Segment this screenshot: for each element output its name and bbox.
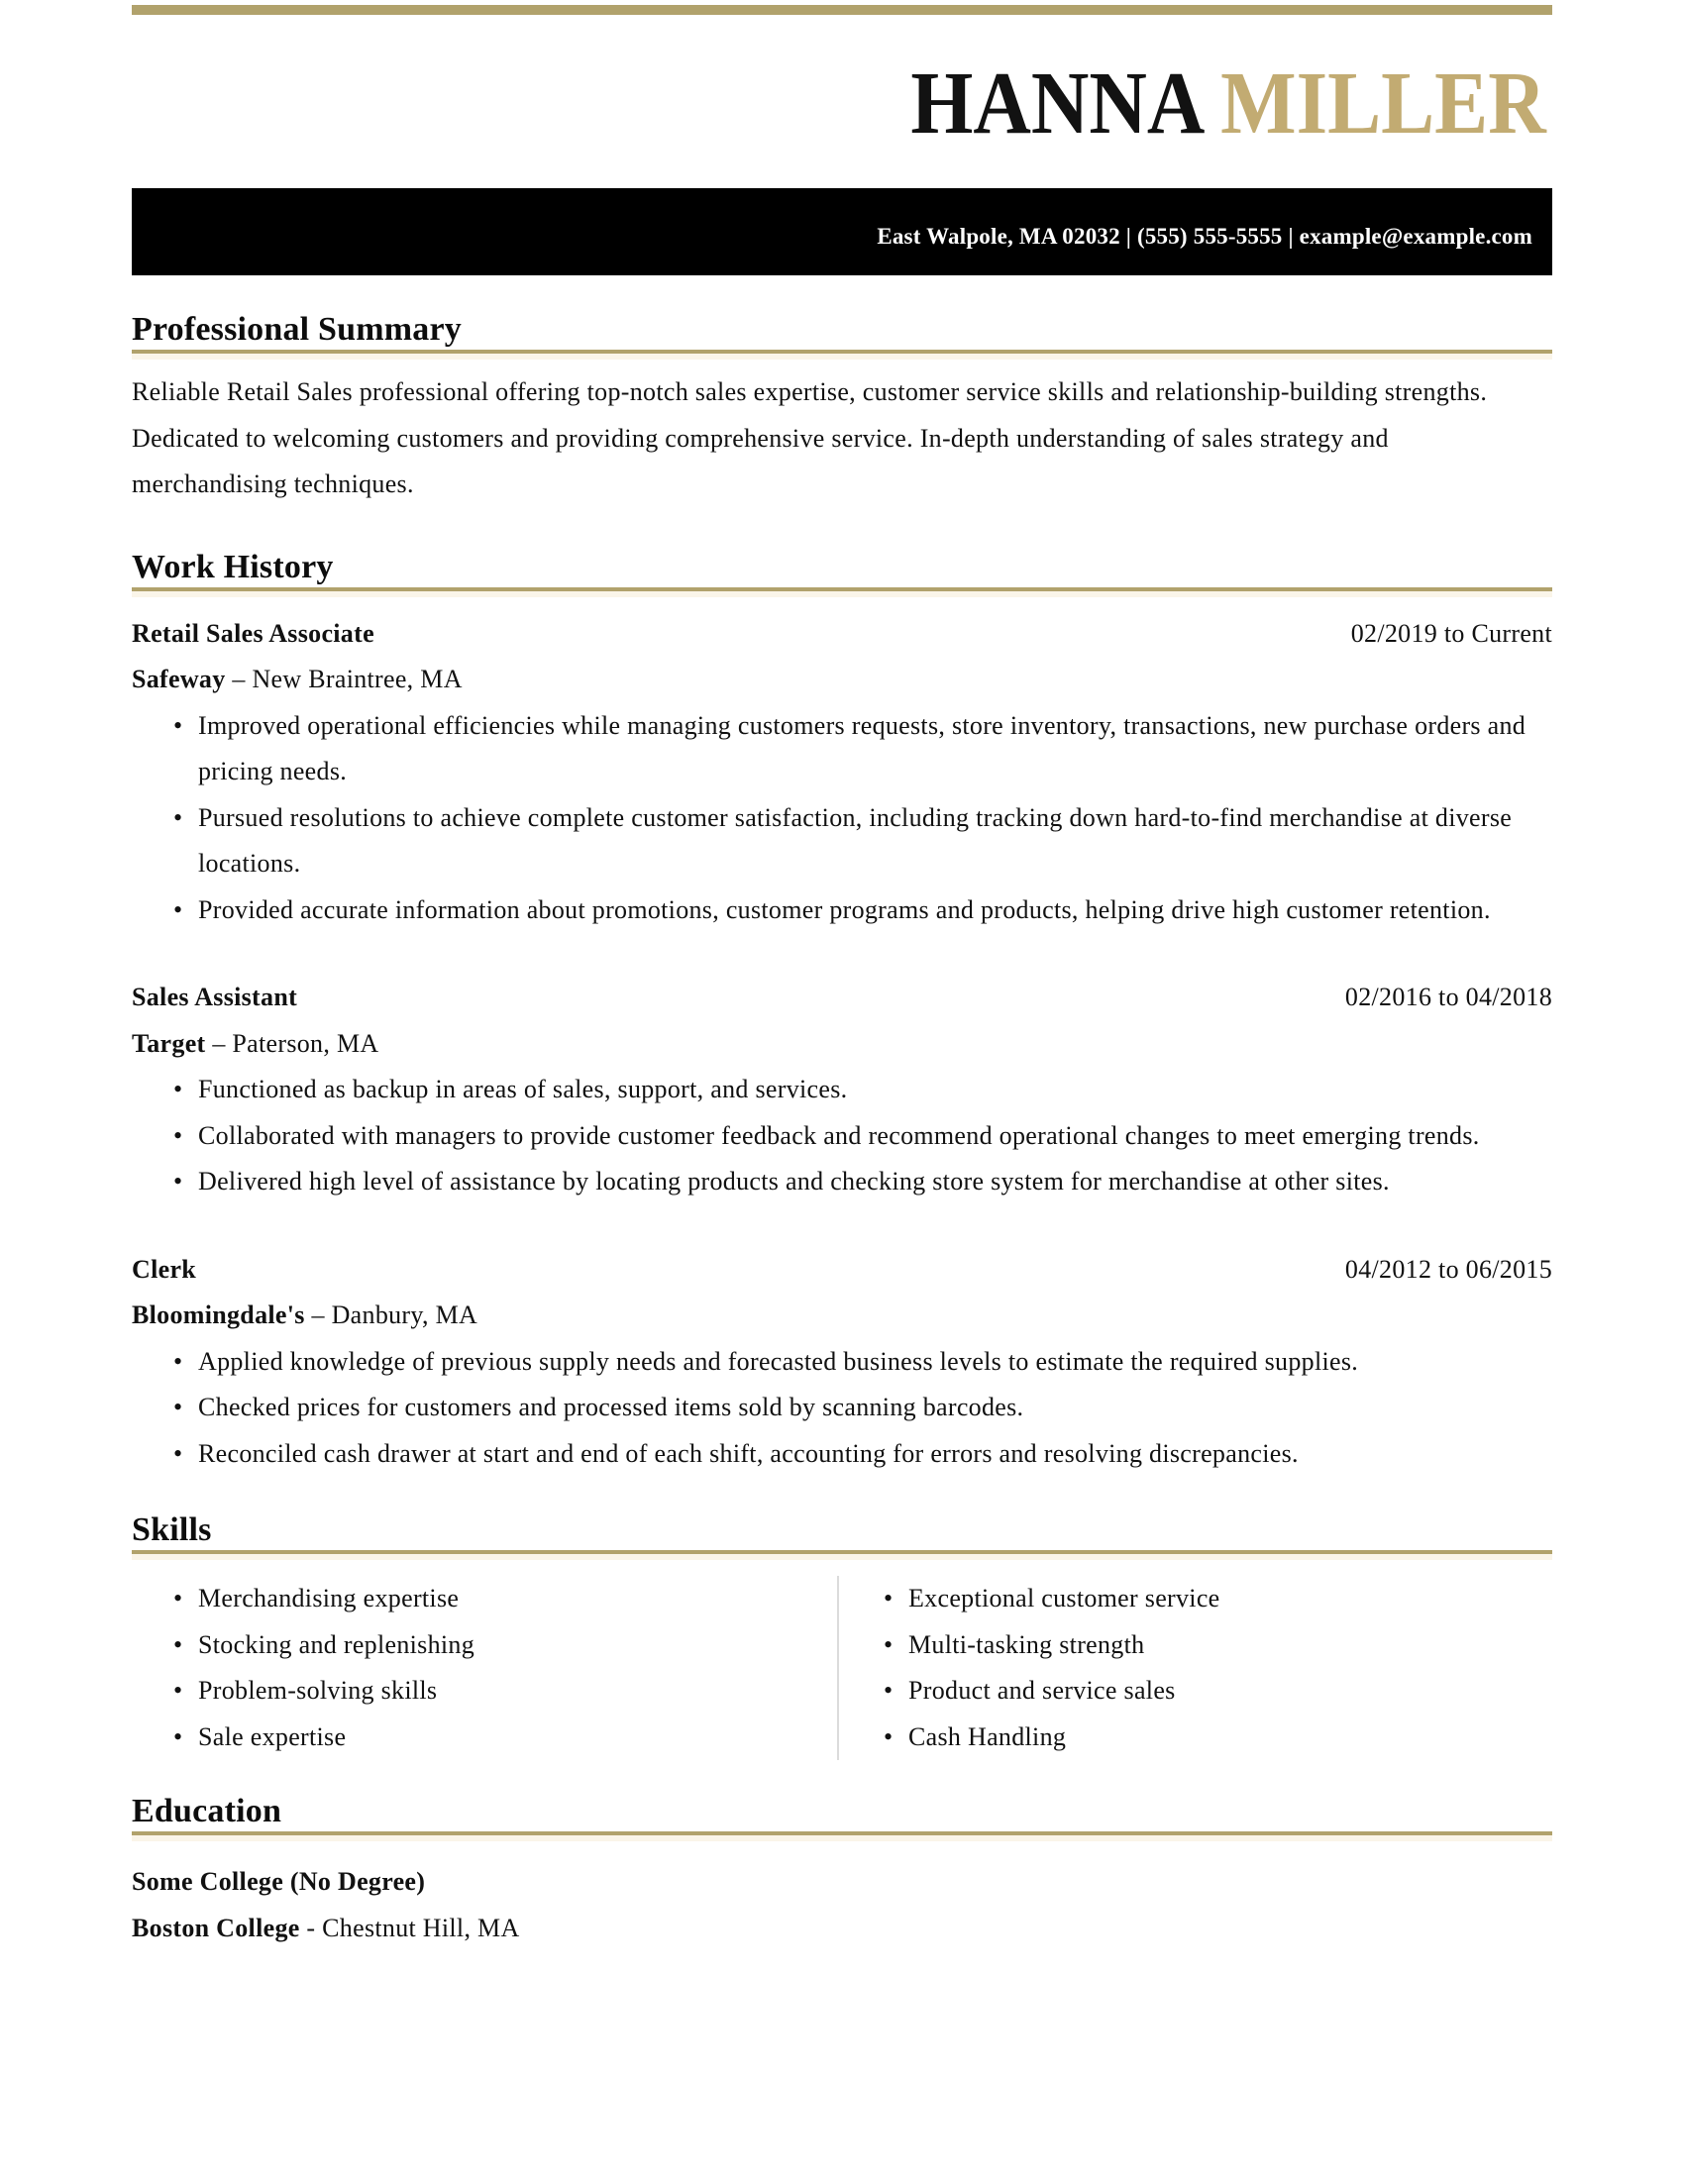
job-dates: 04/2012 to 06/2015 <box>1344 1254 1552 1284</box>
company-location: – New Braintree, MA <box>232 665 463 693</box>
skill-item: • Multi-tasking strength <box>908 1622 1552 1669</box>
section-professional-summary <box>132 310 1552 508</box>
contact-info: East Walpole, MA 02032 | (555) 555-5555 | example@example.com <box>877 224 1532 249</box>
job-title: Clerk <box>132 1254 197 1284</box>
job-company-line <box>132 1021 1552 1068</box>
job-company-line <box>132 1293 1552 1339</box>
job-dates: 02/2016 to 04/2018 <box>1344 983 1552 1011</box>
job-bullets <box>132 703 1552 934</box>
job-bullets <box>132 1067 1552 1205</box>
skills-section-rule-tint <box>132 1554 1552 1560</box>
bullet-item: • Collaborated with managers to provide customer feedback and recommend operational changes to meet emerging trends. <box>198 1113 1552 1160</box>
company-name: Target <box>132 1028 206 1058</box>
job-header-row <box>132 611 1552 658</box>
skill-item: • Merchandising expertise <box>198 1576 837 1622</box>
bullet-item: • Delivered high level of assistance by locating products and checking store system for merchandise at other sites. <box>198 1159 1552 1205</box>
education-section-rule-tint <box>132 1835 1552 1841</box>
bullet-item: • Provided accurate information about promotions, customer programs and products, helping drive high customer retention. <box>198 887 1552 934</box>
skills-list-right <box>839 1576 1552 1760</box>
skills-list-left <box>132 1576 839 1760</box>
education-degree: Some College (No Degree) <box>132 1867 426 1896</box>
job-entry <box>132 611 1552 934</box>
job-title: Sales Assistant <box>132 983 298 1011</box>
summary-text: Reliable Retail Sales professional offering top-notch sales expertise, customer service skills and relationship-building strengths. Dedicated to welcoming customers and providing comprehensive service. In-depth understanding of sales strategy and merchandising techniques. <box>132 377 1488 498</box>
resume-page <box>0 5 1684 2184</box>
bullet-item: • Applied knowledge of previous supply needs and forecasted business levels to estimate the required supplies. <box>198 1339 1552 1386</box>
job-dates: 02/2019 to Current <box>1350 618 1552 648</box>
skills-columns <box>132 1576 1552 1760</box>
job-header-row <box>132 975 1552 1021</box>
skill-item: • Product and service sales <box>908 1668 1552 1715</box>
summary-section-rule-tint <box>132 354 1552 360</box>
company-name: Bloomingdale's <box>132 1300 305 1329</box>
job-header-row <box>132 1247 1552 1294</box>
education-school-location: - Chestnut Hill, MA <box>306 1913 520 1942</box>
skill-item: • Sale expertise <box>198 1715 837 1761</box>
skill-item: • Cash Handling <box>908 1715 1552 1761</box>
company-location: – Paterson, MA <box>212 1028 379 1058</box>
section-education <box>132 1792 1552 1951</box>
bullet-item: • Checked prices for customers and processed items sold by scanning barcodes. <box>198 1385 1552 1431</box>
candidate-last-name: MILLER <box>1220 54 1546 153</box>
skills-section-title: Skills <box>132 1511 212 1548</box>
job-list <box>132 611 1552 1478</box>
section-skills <box>132 1510 1552 1760</box>
section-work-history <box>132 548 1552 1478</box>
company-location: – Danbury, MA <box>311 1300 478 1329</box>
work-history-section-title: Work History <box>132 548 334 585</box>
job-title: Retail Sales Associate <box>132 618 374 648</box>
top-accent-bar <box>132 5 1552 15</box>
company-name: Safeway <box>132 665 226 693</box>
education-school-line <box>132 1906 1552 1952</box>
bullet-item: • Improved operational efficiencies while managing customers requests, store inventory, transactions, new purchase orders and pricing needs. <box>198 703 1552 795</box>
job-entry <box>132 975 1552 1205</box>
skill-item: • Stocking and replenishing <box>198 1622 837 1669</box>
education-section-title: Education <box>132 1793 282 1829</box>
summary-section-title: Professional Summary <box>132 311 462 348</box>
education-entry <box>132 1859 1552 1951</box>
candidate-first-name: HANNA <box>910 54 1201 153</box>
bullet-item: • Reconciled cash drawer at start and end of each shift, accounting for errors and resolving discrepancies. <box>198 1431 1552 1478</box>
job-entry <box>132 1247 1552 1478</box>
education-school-name: Boston College <box>132 1913 300 1942</box>
skill-item: • Exceptional customer service <box>908 1576 1552 1622</box>
contact-bar <box>132 188 1552 275</box>
bullet-item: • Functioned as backup in areas of sales, support, and services. <box>198 1067 1552 1113</box>
skill-item: • Problem-solving skills <box>198 1668 837 1715</box>
candidate-name <box>273 54 1552 153</box>
resume-content <box>132 5 1552 1951</box>
bullet-item: • Pursued resolutions to achieve complete customer satisfaction, including tracking down hard-to-find merchandise at diverse locations. <box>198 795 1552 887</box>
job-company-line <box>132 657 1552 703</box>
work-history-section-rule-tint <box>132 591 1552 597</box>
job-bullets <box>132 1339 1552 1478</box>
